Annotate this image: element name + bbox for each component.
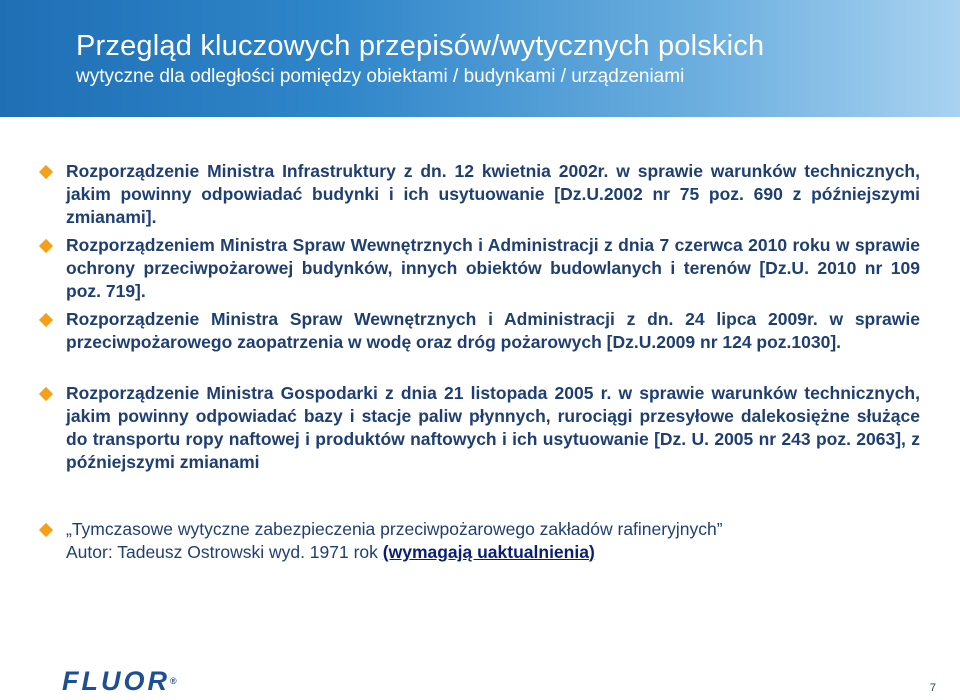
diamond-bullet-icon (40, 524, 52, 536)
list-item (40, 518, 920, 564)
update-needed-link[interactable]: (wymagają uaktualnienia (382, 542, 589, 562)
diamond-bullet-icon (40, 314, 52, 326)
list-item-text: Rozporządzenie Ministra Infrastruktury z dn. 12 kwietnia 2002r. w sprawie warunków technicznych, jakim powinny odpowiadać budynki i ich usytuowanie [Dz.U.2002 nr 75 poz. 690 z późniejszymi zmianami]. (66, 161, 920, 227)
diamond-bullet-icon (40, 388, 52, 400)
logo-text: FLUOR (62, 666, 170, 696)
list-item-text: Rozporządzenie Ministra Spraw Wewnętrznych i Administracji z dn. 24 lipca 2009r. w sprawie przeciwpożarowego zaopatrzenia w wodę oraz dróg pożarowych [Dz.U.2009 nr 124 poz.1030]. (66, 309, 920, 352)
list-item (40, 382, 920, 474)
list-item-text: Rozporządzenie Ministra Gospodarki z dnia 21 listopada 2005 r. w sprawie warunków technicznych, jakim powinny odpowiadać bazy i stacje paliw płynnych, rurociągi przesyłowe dalekosiężne służące do transportu ropy naftowej i produktów naftowych i ich usytuowanie [Dz. U. 2005 nr 243 poz. 2063], z późniejszymi zmianami (66, 383, 920, 472)
list-item-text: „Tymczasowe wytyczne zabezpieczenia przeciwpożarowego zakładów rafineryjnych” (66, 519, 723, 539)
list-item (40, 308, 920, 354)
page-title: Przegląd kluczowych przepisów/wytycznych polskich (76, 30, 765, 62)
diamond-bullet-icon (40, 240, 52, 252)
page-number: 7 (929, 682, 936, 694)
list-item (40, 160, 920, 229)
list-item-author-line (66, 541, 920, 564)
regulation-list (40, 160, 920, 564)
header-banner (0, 0, 960, 117)
update-needed-link-end[interactable]: ) (588, 542, 595, 562)
registered-mark: ® (169, 676, 177, 686)
page-subtitle: wytyczne dla odległości pomiędzy obiektami / budynkami / urządzeniami (76, 66, 685, 87)
list-item-text: Rozporządzeniem Ministra Spraw Wewnętrznych i Administracji z dnia 7 czerwca 2010 roku w sprawie ochrony przeciwpożarowej budynków, innych obiektów budowlanych i terenów [Dz.U. 2010 nr 109 poz. 719]. (66, 235, 920, 301)
author-text: Autor: Tadeusz Ostrowski wyd. 1971 rok (66, 542, 383, 562)
fluor-logo (62, 668, 177, 695)
diamond-bullet-icon (40, 166, 52, 178)
list-item (40, 234, 920, 303)
